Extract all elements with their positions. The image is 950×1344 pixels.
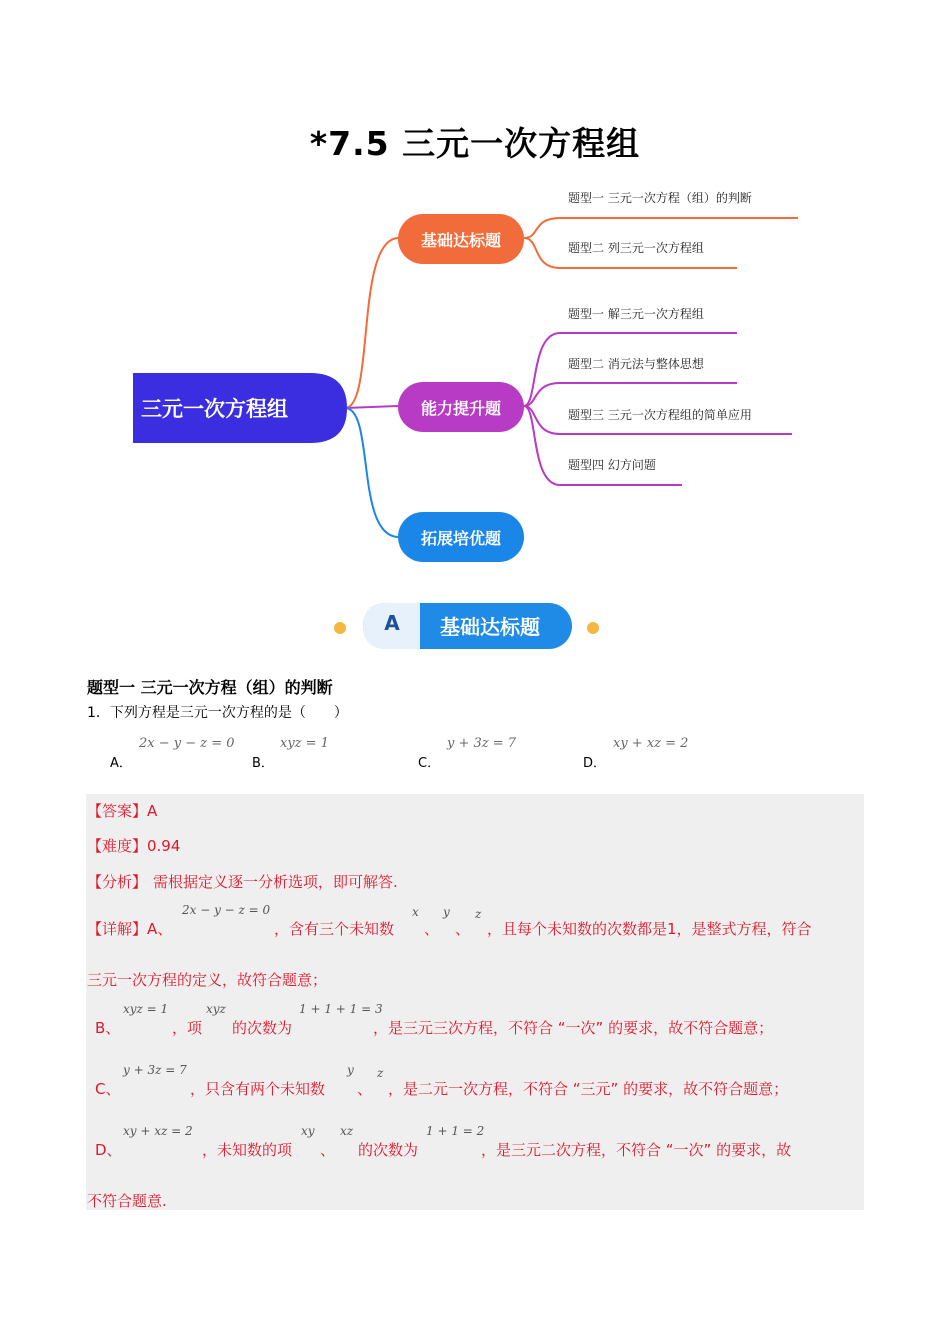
option-d-expr: xy + xz = 2 <box>613 736 689 751</box>
mindmap-item: 题型二 消元法与整体思想 <box>568 357 704 371</box>
option-c-label: C． <box>418 756 441 771</box>
option-c-expr: y + 3z = 7 <box>447 736 517 751</box>
mindmap-item: 题型一 解三元一次方程组 <box>568 307 704 321</box>
detail-b-term: xyz <box>206 1002 226 1016</box>
question-type-heading: 题型一 三元一次方程（组）的判断 <box>87 678 333 697</box>
option-a-expr: 2x − y − z = 0 <box>139 736 235 751</box>
branch-label-ability: 能力提升题 <box>420 399 501 418</box>
detail-c-prefix: C、 <box>95 1080 121 1098</box>
sub-line-ability-2 <box>524 383 737 406</box>
mindmap-item: 题型三 三元一次方程组的简单应用 <box>568 408 752 422</box>
detail-d-text3: ，是三元二次方程，不符合 “一次” 的要求，故 <box>481 1141 792 1159</box>
detail-var-z: z <box>475 907 482 921</box>
branch-label-basic: 基础达标题 <box>420 231 501 250</box>
analysis-tag: 【分析】 <box>87 873 148 891</box>
detail-var-x: x <box>412 905 419 919</box>
branch-label-extend: 拓展培优题 <box>420 529 501 548</box>
detail-tag: 【详解】A、 <box>87 920 173 938</box>
mind-map <box>0 0 950 600</box>
detail-c-text2: ，是二元一次方程，不符合 “三元” 的要求，故不符合题意； <box>388 1080 789 1098</box>
detail-d-term2: xz <box>340 1124 354 1138</box>
option-b-expr: xyz = 1 <box>280 736 329 751</box>
detail-b-text2: 的次数为 <box>232 1019 293 1037</box>
detail-sep: 、 <box>424 920 440 938</box>
detail-sep: 、 <box>357 1080 373 1098</box>
connector-ability <box>345 406 398 408</box>
detail-var-y: y <box>443 905 450 919</box>
detail-a-text1: ，含有三个未知数 <box>274 920 395 938</box>
detail-b-sum: 1 + 1 + 1 = 3 <box>299 1002 383 1016</box>
option-a-label: A． <box>110 756 132 771</box>
mindmap-item: 题型一 三元一次方程（组）的判断 <box>568 191 752 205</box>
detail-var-z: z <box>377 1066 384 1080</box>
detail-var-y: y <box>347 1063 354 1077</box>
banner-dot-left <box>334 622 346 634</box>
detail-c-expr: y + 3z = 7 <box>123 1063 187 1077</box>
analysis-text: 需根据定义逐一分析选项，即可解答. <box>153 873 398 891</box>
difficulty-line: 【难度】0.94 <box>87 837 181 855</box>
connector-extend <box>345 408 398 537</box>
detail-d-text4: 不符合题意. <box>87 1192 167 1210</box>
banner-label: 基础达标题 <box>440 615 540 639</box>
detail-d-text2: 的次数为 <box>358 1141 419 1159</box>
detail-d-text1: ，未知数的项 <box>202 1141 293 1159</box>
mindmap-root-label: 三元一次方程组 <box>141 397 288 421</box>
detail-d-prefix: D、 <box>95 1141 122 1159</box>
detail-d-expr: xy + xz = 2 <box>123 1124 193 1138</box>
mindmap-item: 题型四 幻方问题 <box>568 458 656 472</box>
banner-letter: A <box>384 611 400 635</box>
option-d-label: D． <box>583 756 607 771</box>
answer-line: 【答案】A <box>87 802 158 820</box>
detail-b-text1: ，项 <box>172 1019 203 1037</box>
detail-sep: 、 <box>320 1141 336 1159</box>
connector-basic <box>345 238 398 408</box>
detail-a-expr: 2x − y − z = 0 <box>182 903 271 917</box>
banner-dot-right <box>587 622 599 634</box>
detail-c-text1: ，只含有两个未知数 <box>190 1080 326 1098</box>
page-title: *7.5 三元一次方程组 <box>309 124 641 163</box>
detail-sep: 、 <box>455 920 471 938</box>
detail-d-term1: xy <box>301 1124 315 1138</box>
detail-a-text3: 三元一次方程的定义，故符合题意； <box>87 971 328 989</box>
mindmap-item: 题型二 列三元一次方程组 <box>568 241 704 255</box>
detail-b-text3: ，是三元三次方程，不符合 “一次” 的要求，故不符合题意； <box>373 1019 774 1037</box>
sub-line-basic-1 <box>524 218 798 238</box>
detail-a-text2: ，且每个未知数的次数都是1，是整式方程，符合 <box>487 920 812 938</box>
question-text: 1．下列方程是三元一次方程的是（ ） <box>87 705 348 721</box>
option-b-label: B． <box>252 756 274 771</box>
detail-d-sum: 1 + 1 = 2 <box>426 1124 485 1138</box>
detail-b-expr: xyz = 1 <box>123 1002 169 1016</box>
detail-b-prefix: B、 <box>95 1019 121 1037</box>
